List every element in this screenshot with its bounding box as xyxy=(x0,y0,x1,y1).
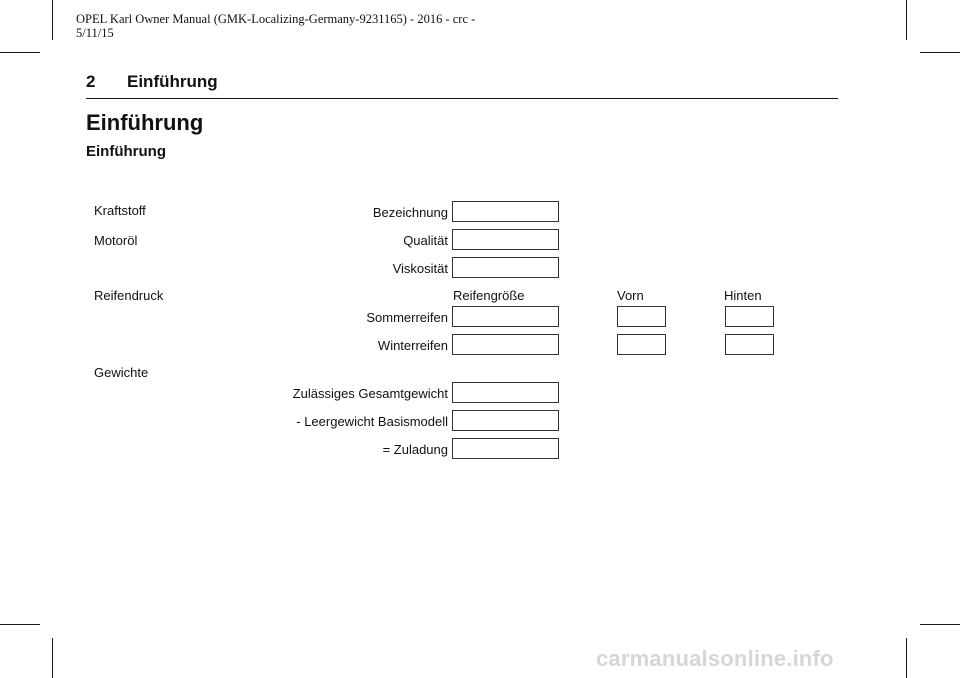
running-header-title: Einführung xyxy=(127,72,218,91)
page-number: 2 xyxy=(86,72,96,91)
crop-mark-bottom-right-horizontal xyxy=(920,624,960,625)
field-gross-weight[interactable] xyxy=(452,382,559,403)
category-tyre-pressure: Reifendruck xyxy=(94,288,164,303)
label-designation: Bezeichnung xyxy=(372,205,448,220)
field-viscosity[interactable] xyxy=(452,257,559,278)
field-designation[interactable] xyxy=(452,201,559,222)
field-summer-front-pressure[interactable] xyxy=(617,306,666,327)
subsection-heading: Einführung xyxy=(86,143,166,160)
print-metadata-line1: OPEL Karl Owner Manual (GMK-Localizing-Germany-9231165) - 2016 - crc - xyxy=(76,12,476,26)
crop-mark-top-right-vertical xyxy=(906,0,907,40)
label-gross-weight: Zulässiges Gesamtgewicht xyxy=(292,386,448,401)
header-rule xyxy=(86,98,838,99)
label-viscosity: Viskosität xyxy=(392,261,448,276)
field-winter-tyre-size[interactable] xyxy=(452,334,559,355)
crop-mark-bottom-right-vertical xyxy=(906,638,907,678)
label-curb-weight: - Leergewicht Basismodell xyxy=(296,414,448,429)
field-quality[interactable] xyxy=(452,229,559,250)
crop-mark-top-left-vertical xyxy=(52,0,53,40)
category-fuel: Kraftstoff xyxy=(94,203,146,218)
label-summer-tyres: Sommerreifen xyxy=(366,310,448,325)
label-quality: Qualität xyxy=(403,233,448,248)
crop-mark-top-left-horizontal xyxy=(0,52,40,53)
site-watermark: carmanualsonline.info xyxy=(596,646,834,671)
section-heading: Einführung xyxy=(86,110,204,135)
crop-mark-bottom-left-horizontal xyxy=(0,624,40,625)
field-summer-tyre-size[interactable] xyxy=(452,306,559,327)
label-winter-tyres: Winterreifen xyxy=(377,338,448,353)
print-metadata-line2: 5/11/15 xyxy=(76,26,114,40)
print-metadata xyxy=(76,12,475,40)
field-curb-weight[interactable] xyxy=(452,410,559,431)
category-engine-oil: Motoröl xyxy=(94,233,138,248)
crop-mark-top-right-horizontal xyxy=(920,52,960,53)
field-payload[interactable] xyxy=(452,438,559,459)
category-weights: Gewichte xyxy=(94,365,149,380)
column-front: Vorn xyxy=(617,288,644,303)
crop-mark-bottom-left-vertical xyxy=(52,638,53,678)
field-winter-rear-pressure[interactable] xyxy=(725,334,774,355)
column-tyre-size: Reifengröße xyxy=(453,288,525,303)
field-summer-rear-pressure[interactable] xyxy=(725,306,774,327)
field-winter-front-pressure[interactable] xyxy=(617,334,666,355)
column-rear: Hinten xyxy=(724,288,762,303)
label-payload: = Zuladung xyxy=(382,442,448,457)
